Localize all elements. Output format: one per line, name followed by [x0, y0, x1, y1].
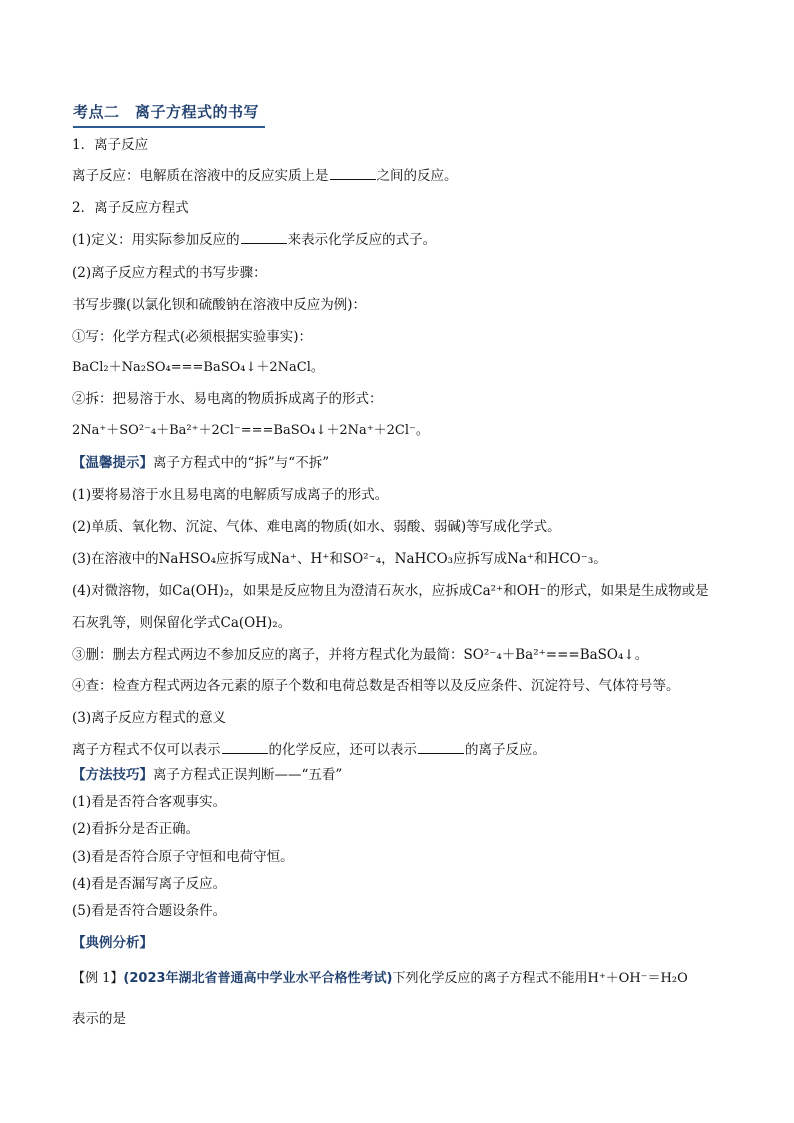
text-line: 离子方程式不仅可以表示 的化学反应，还可以表示 的离子反应。: [72, 742, 546, 758]
text-line: 表示的是: [72, 1011, 126, 1027]
text-line: (1)看是否符合客观事实。: [72, 794, 227, 810]
text-line: (2)看拆分是否正确。: [72, 821, 200, 837]
heading-underline: [73, 126, 265, 128]
text-line: (3)看是否符合原子守恒和电荷守恒。: [72, 849, 294, 865]
example-line: 【例 1】(2023年湖北省普通高中学业水平合格性考试)下列化学反应的离子方程式不能用H⁺＋OH⁻＝H₂O: [72, 971, 688, 986]
subheading-equation: 2．离子反应方程式: [72, 200, 189, 216]
text-line: (4)看是否漏写离子反应。: [72, 876, 227, 892]
text-line: 离子反应：电解质在溶液中的反应实质上是 之间的反应。: [72, 168, 458, 184]
text-line: ④查：检查方程式两边各元素的原子个数和电荷总数是否相等以及反应条件、沉淀符号、气体符号等。: [72, 678, 680, 694]
text-line: (4)对微溶物，如Ca(OH)₂，如果是反应物且为澄清石灰水，应拆成Ca²⁺和OH⁻的形式，如果是生成物或是: [72, 583, 709, 599]
text-line: (2)离子反应方程式的书写步骤：: [72, 265, 267, 281]
text-line: 书写步骤(以氯化钡和硫酸钠在溶液中反应为例)：: [72, 297, 367, 313]
text-line: (3)在溶液中的NaHSO₄应拆写成Na⁺、H⁺和SO²⁻₄，NaHCO₃应拆写成Na⁺和HCO⁻₃。: [72, 551, 607, 567]
fill-blank: [330, 167, 376, 180]
method-tag: 【方法技巧】: [72, 767, 153, 783]
text-line: ①写：化学方程式(必须根据实验事实)：: [72, 329, 313, 345]
equation-line: 2Na⁺＋SO²⁻₄＋Ba²⁺＋2Cl⁻===BaSO₄↓＋2Na⁺＋2Cl⁻。: [72, 423, 429, 438]
tip-tag: 【温馨提示】: [72, 455, 153, 471]
text-line: (2)单质、氧化物、沉淀、气体、难电离的物质(如水、弱酸、弱碱)等写成化学式。: [72, 519, 561, 535]
fill-blank: [241, 231, 287, 244]
text-line: ②拆：把易溶于水、易电离的物质拆成离子的形式：: [72, 391, 383, 407]
subheading-ionic-reaction: 1．离子反应: [72, 137, 149, 153]
text-line: (1)要将易溶于水且易电离的电解质写成离子的形式。: [72, 487, 389, 503]
fill-blank: [222, 741, 268, 754]
text-line: ③删：删去方程式两边不参加反应的离子，并将方程式化为最简：SO²⁻₄＋Ba²⁺===BaSO₄↓。: [72, 647, 649, 663]
fill-blank: [418, 741, 464, 754]
tip-line: 【温馨提示】离子方程式中的“拆”与“不拆”: [72, 455, 330, 471]
text-line: (1)定义：用实际参加反应的 来表示化学反应的式子。: [72, 232, 437, 248]
exam-source: (2023年湖北省普通高中学业水平合格性考试): [123, 971, 393, 986]
equation-line: BaCl₂＋Na₂SO₄===BaSO₄↓＋2NaCl。: [72, 360, 324, 375]
method-line: 【方法技巧】离子方程式正误判断——“五看”: [72, 767, 343, 783]
text-line: 石灰乳等，则保留化学式Ca(OH)₂。: [72, 615, 292, 631]
example-heading: 【典例分析】: [72, 935, 153, 951]
text-line: (5)看是否符合题设条件。: [72, 903, 227, 919]
text-line: (3)离子反应方程式的意义: [72, 710, 227, 726]
section-heading: 考点二 离子方程式的书写: [73, 103, 260, 121]
